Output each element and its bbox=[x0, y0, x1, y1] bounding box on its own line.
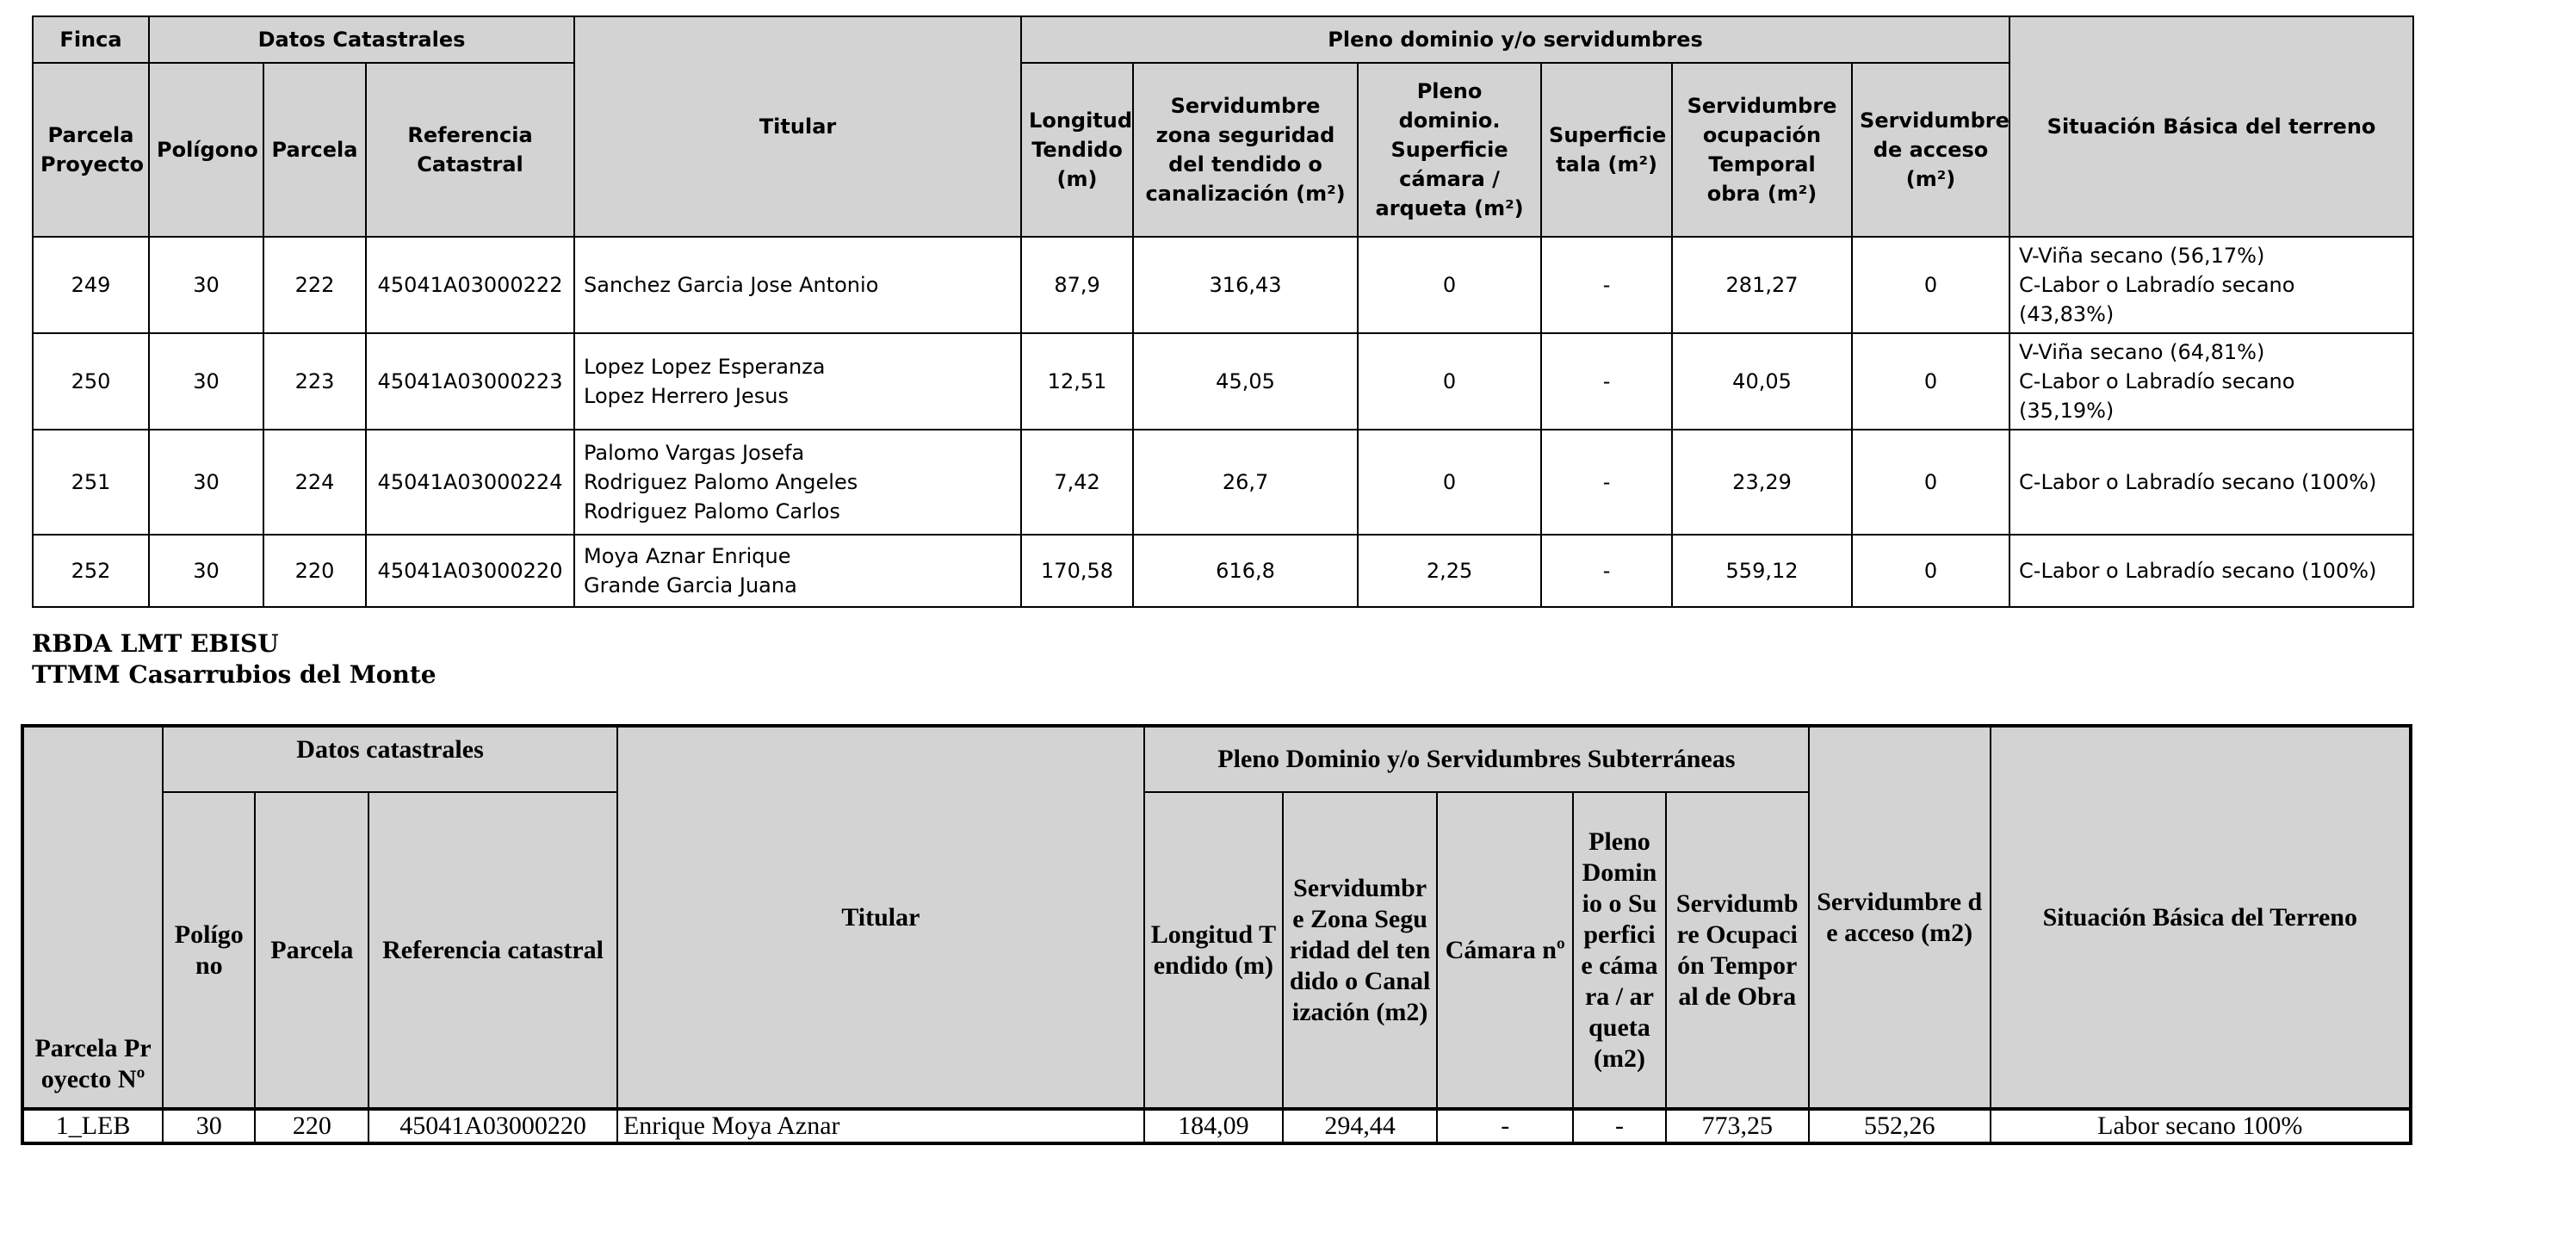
cell-parcela: 224 bbox=[263, 430, 366, 535]
cell-parcela: 222 bbox=[263, 237, 366, 333]
cell-servidumbre-zona: 45,05 bbox=[1133, 333, 1358, 430]
header-pleno-superficie: Pleno Dominio o Superficie cámara / arqueta (m2) bbox=[1573, 792, 1665, 1109]
cell-superficie-tala: - bbox=[1541, 430, 1672, 535]
table-row bbox=[33, 430, 2413, 535]
header-parcela-proyecto bbox=[22, 726, 163, 1109]
cell-servidumbre-acceso: 0 bbox=[1852, 535, 2009, 607]
header-titular: Titular bbox=[574, 16, 1021, 237]
section-title: RBDA LMT EBISU bbox=[32, 629, 279, 658]
cell-longitud: 184,09 bbox=[1144, 1109, 1283, 1143]
header-longitud: Longitud Tendido (m) bbox=[1144, 792, 1283, 1109]
titular-name: Lopez Lopez Esperanza bbox=[584, 355, 826, 379]
header-poligono: Polígono bbox=[149, 63, 263, 237]
header-parcela-proyecto-label: Parcela Proyecto Nº bbox=[34, 1034, 152, 1093]
titular-name: Sanchez Garcia Jose Antonio bbox=[584, 273, 879, 297]
table-row bbox=[33, 333, 2413, 430]
section-subtitle: TTMM Casarrubios del Monte bbox=[32, 660, 437, 689]
header-servidumbre-acceso: Servidumbre de acceso (m²) bbox=[1852, 63, 2009, 237]
cell-titular bbox=[574, 430, 1021, 535]
header-parcela-proyecto: Parcela Proyecto bbox=[33, 63, 149, 237]
cell-pleno-superficie: 0 bbox=[1358, 333, 1541, 430]
header-servidumbre-zona: Servidumbre zona seguridad del tendido o canalización (m²) bbox=[1133, 63, 1358, 237]
cell-referencia: 45041A03000220 bbox=[366, 535, 574, 607]
table-row bbox=[22, 1109, 2411, 1143]
header-longitud: Longitud Tendido (m) bbox=[1021, 63, 1133, 237]
header-servidumbre-ocupacion: Servidumbre Ocupación Temporal de Obra bbox=[1666, 792, 1809, 1109]
cell-parcela-proyecto: 249 bbox=[33, 237, 149, 333]
cell-servidumbre-ocupacion: 281,27 bbox=[1672, 237, 1852, 333]
cell-parcela-proyecto: 250 bbox=[33, 333, 149, 430]
parcel-table-1 bbox=[32, 15, 2414, 608]
header-referencia: Referencia catastral bbox=[368, 792, 617, 1109]
cell-situacion: Labor secano 100% bbox=[1991, 1109, 2411, 1143]
cell-referencia: 45041A03000224 bbox=[366, 430, 574, 535]
cell-referencia: 45041A03000223 bbox=[366, 333, 574, 430]
cell-superficie-tala: - bbox=[1541, 333, 1672, 430]
cell-servidumbre-zona: 294,44 bbox=[1283, 1109, 1437, 1143]
situacion-line: C-Labor o Labradío secano (100%) bbox=[2019, 559, 2377, 583]
cell-superficie-tala: - bbox=[1541, 237, 1672, 333]
header-finca: Finca bbox=[33, 16, 149, 63]
cell-servidumbre-acceso: 0 bbox=[1852, 237, 2009, 333]
cell-poligono: 30 bbox=[149, 430, 263, 535]
cell-titular bbox=[574, 333, 1021, 430]
cell-longitud: 7,42 bbox=[1021, 430, 1133, 535]
header-pleno-dominio: Pleno Dominio y/o Servidumbres Subterráneas bbox=[1144, 726, 1809, 792]
cell-titular: Enrique Moya Aznar bbox=[617, 1109, 1144, 1143]
header-datos-catastrales: Datos Catastrales bbox=[149, 16, 574, 63]
table-row bbox=[33, 535, 2413, 607]
situacion-line: C-Labor o Labradío secano (100%) bbox=[2019, 470, 2377, 494]
cell-servidumbre-acceso: 552,26 bbox=[1809, 1109, 1991, 1143]
cell-titular bbox=[574, 535, 1021, 607]
cell-pleno-superficie: 0 bbox=[1358, 237, 1541, 333]
header-poligono: Polígono bbox=[163, 792, 255, 1109]
parcel-table-2 bbox=[21, 724, 2412, 1145]
cell-camara: - bbox=[1437, 1109, 1573, 1143]
cell-situacion bbox=[2009, 430, 2413, 535]
header-parcela: Parcela bbox=[263, 63, 366, 237]
cell-servidumbre-acceso: 0 bbox=[1852, 430, 2009, 535]
titular-name: Rodriguez Palomo Angeles bbox=[584, 470, 858, 494]
cell-situacion bbox=[2009, 535, 2413, 607]
header-situacion: Situación Básica del terreno bbox=[2009, 16, 2413, 237]
header-referencia: Referencia Catastral bbox=[366, 63, 574, 237]
cell-parcela: 223 bbox=[263, 333, 366, 430]
table-row bbox=[33, 237, 2413, 333]
situacion-line: C-Labor o Labradío secano bbox=[2019, 369, 2295, 393]
cell-servidumbre-zona: 26,7 bbox=[1133, 430, 1358, 535]
header-servidumbre-acceso: Servidumbre de acceso (m2) bbox=[1809, 726, 1991, 1109]
cell-servidumbre-ocupacion: 773,25 bbox=[1666, 1109, 1809, 1143]
situacion-line: (35,19%) bbox=[2019, 399, 2115, 423]
titular-name: Rodriguez Palomo Carlos bbox=[584, 499, 840, 523]
header-titular: Titular bbox=[617, 726, 1144, 1109]
situacion-line: C-Labor o Labradío secano bbox=[2019, 273, 2295, 297]
header-pleno-dominio: Pleno dominio y/o servidumbres bbox=[1021, 16, 2009, 63]
cell-referencia: 45041A03000220 bbox=[368, 1109, 617, 1143]
cell-pleno-superficie: - bbox=[1573, 1109, 1665, 1143]
cell-longitud: 170,58 bbox=[1021, 535, 1133, 607]
situacion-line: V-Viña secano (56,17%) bbox=[2019, 244, 2265, 268]
titular-name: Palomo Vargas Josefa bbox=[584, 441, 805, 465]
cell-servidumbre-ocupacion: 23,29 bbox=[1672, 430, 1852, 535]
cell-titular bbox=[574, 237, 1021, 333]
cell-pleno-superficie: 2,25 bbox=[1358, 535, 1541, 607]
cell-referencia: 45041A03000222 bbox=[366, 237, 574, 333]
cell-situacion bbox=[2009, 237, 2413, 333]
situacion-line: (43,83%) bbox=[2019, 302, 2115, 326]
cell-poligono: 30 bbox=[149, 535, 263, 607]
cell-servidumbre-acceso: 0 bbox=[1852, 333, 2009, 430]
cell-poligono: 30 bbox=[149, 333, 263, 430]
header-servidumbre-zona: Servidumbre Zona Seguridad del tendido o Canalización (m2) bbox=[1283, 792, 1437, 1109]
cell-servidumbre-zona: 616,8 bbox=[1133, 535, 1358, 607]
cell-longitud: 87,9 bbox=[1021, 237, 1133, 333]
header-datos-catastrales: Datos catastrales bbox=[163, 726, 617, 792]
cell-parcela: 220 bbox=[263, 535, 366, 607]
titular-name: Lopez Herrero Jesus bbox=[584, 384, 789, 408]
cell-pleno-superficie: 0 bbox=[1358, 430, 1541, 535]
titular-name: Moya Aznar Enrique bbox=[584, 544, 791, 568]
cell-parcela: 220 bbox=[255, 1109, 368, 1143]
cell-poligono: 30 bbox=[149, 237, 263, 333]
header-parcela: Parcela bbox=[255, 792, 368, 1109]
cell-poligono: 30 bbox=[163, 1109, 255, 1143]
cell-parcela-proyecto: 251 bbox=[33, 430, 149, 535]
cell-superficie-tala: - bbox=[1541, 535, 1672, 607]
cell-servidumbre-zona: 316,43 bbox=[1133, 237, 1358, 333]
situacion-line: V-Viña secano (64,81%) bbox=[2019, 340, 2265, 364]
cell-situacion bbox=[2009, 333, 2413, 430]
header-servidumbre-ocupacion: Servidumbre ocupación Temporal obra (m²) bbox=[1672, 63, 1852, 237]
cell-longitud: 12,51 bbox=[1021, 333, 1133, 430]
cell-parcela-proyecto: 1_LEB bbox=[22, 1109, 163, 1143]
header-superficie-tala: Superficie tala (m²) bbox=[1541, 63, 1672, 237]
titular-name: Grande Garcia Juana bbox=[584, 573, 797, 598]
cell-servidumbre-ocupacion: 40,05 bbox=[1672, 333, 1852, 430]
header-pleno-superficie: Pleno dominio. Superficie cámara / arqueta (m²) bbox=[1358, 63, 1541, 237]
cell-servidumbre-ocupacion: 559,12 bbox=[1672, 535, 1852, 607]
header-camara: Cámara nº bbox=[1437, 792, 1573, 1109]
cell-parcela-proyecto: 252 bbox=[33, 535, 149, 607]
header-situacion: Situación Básica del Terreno bbox=[1991, 726, 2411, 1109]
